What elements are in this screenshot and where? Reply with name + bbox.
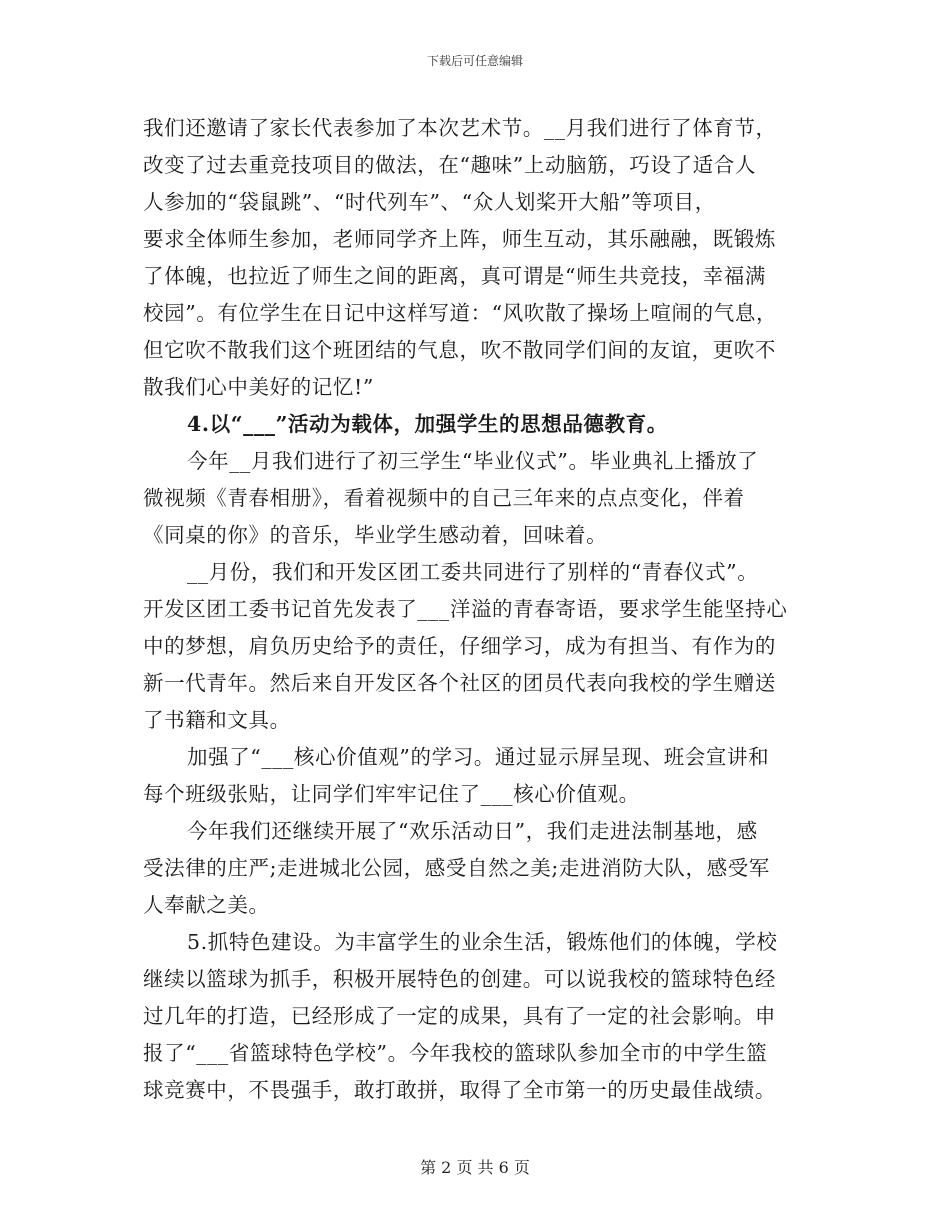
- text-line: 改变了过去重竞技项目的做法，在“趣味”上动脑筋，巧设了适合人: [143, 153, 756, 177]
- text-line: 人奉献之美。: [143, 893, 270, 917]
- text-line: 每个班级张贴，让同学们牢牢记住了___核心价值观。: [143, 782, 640, 806]
- text-line: 要求全体师生参加，老师同学齐上阵，师生互动，其乐融融，既锻炼: [143, 227, 776, 251]
- text-line: 了体魄，也拉近了师生之间的距离，真可谓是“师生共竞技，幸福满: [143, 264, 766, 288]
- text-line: 微视频《青春相册》，看着视频中的自己三年来的点点变化，伴着: [143, 486, 745, 510]
- text-line: 散我们心中美好的记忆!”: [143, 375, 374, 399]
- text-line: 开发区团工委书记首先发表了___洋溢的青春寄语，要求学生能坚持心: [143, 597, 788, 621]
- text-line: 5.抓特色建设。为丰富学生的业余生活，锻炼他们的体魄，学校: [187, 930, 778, 954]
- text-line: 今年__月我们进行了初三学生“毕业仪式”。毕业典礼上播放了: [187, 449, 759, 473]
- text-line: 《同桌的你》的音乐，毕业学生感动着，回味着。: [143, 523, 608, 547]
- text-line: 继续以篮球为抓手，积极开展特色的创建。可以说我校的篮球特色经: [143, 967, 776, 991]
- text-line: 受法律的庄严;走进城北公园，感受自然之美;走进消防大队，感受军: [143, 856, 770, 880]
- text-line: 今年我们还继续开展了“欢乐活动日”，我们走进法制基地，感: [187, 819, 758, 843]
- text-line: 校园”。有位学生在日记中这样写道：“风吹散了操场上喧闹的气息，: [143, 301, 778, 325]
- text-line: __月份，我们和开发区团工委共同进行了别样的“青春仪式”。: [187, 560, 759, 584]
- text-line: 人参加的“袋鼠跳”、“时代列车”、“众人划桨开大船”等项目，: [143, 190, 716, 214]
- text-line: 了书籍和文具。: [143, 708, 291, 732]
- section-heading: 4.以“___”活动为载体，加强学生的思想品德教育。: [187, 412, 668, 436]
- text-line: 新一代青年。然后来自开发区各个社区的团员代表向我校的学生赠送: [143, 671, 776, 695]
- text-line: 中的梦想，肩负历史给予的责任，仔细学习，成为有担当、有作为的: [143, 634, 776, 658]
- text-line: 但它吹不散我们这个班团结的气息，吹不散同学们间的友谊，更吹不: [143, 338, 776, 362]
- text-line: 报了“___省篮球特色学校”。今年我校的篮球队参加全市的中学生篮: [143, 1041, 768, 1065]
- page-header: 下载后可任意编辑: [426, 54, 523, 68]
- document-body: [143, 110, 813, 1109]
- page-footer: 第 2 页 共 6 页: [420, 1158, 530, 1177]
- text-line: 过几年的打造，已经形成了一定的成果，具有了一定的社会影响。申: [143, 1004, 776, 1028]
- text-line: 球竞赛中，不畏强手，敢打敢拼，取得了全市第一的历史最佳战绩。: [143, 1078, 776, 1102]
- text-line: 加强了“___核心价值观”的学习。通过显示屏呈现、班会宣讲和: [187, 745, 770, 769]
- text-line: 我们还邀请了家长代表参加了本次艺术节。__月我们进行了体育节，: [143, 116, 777, 140]
